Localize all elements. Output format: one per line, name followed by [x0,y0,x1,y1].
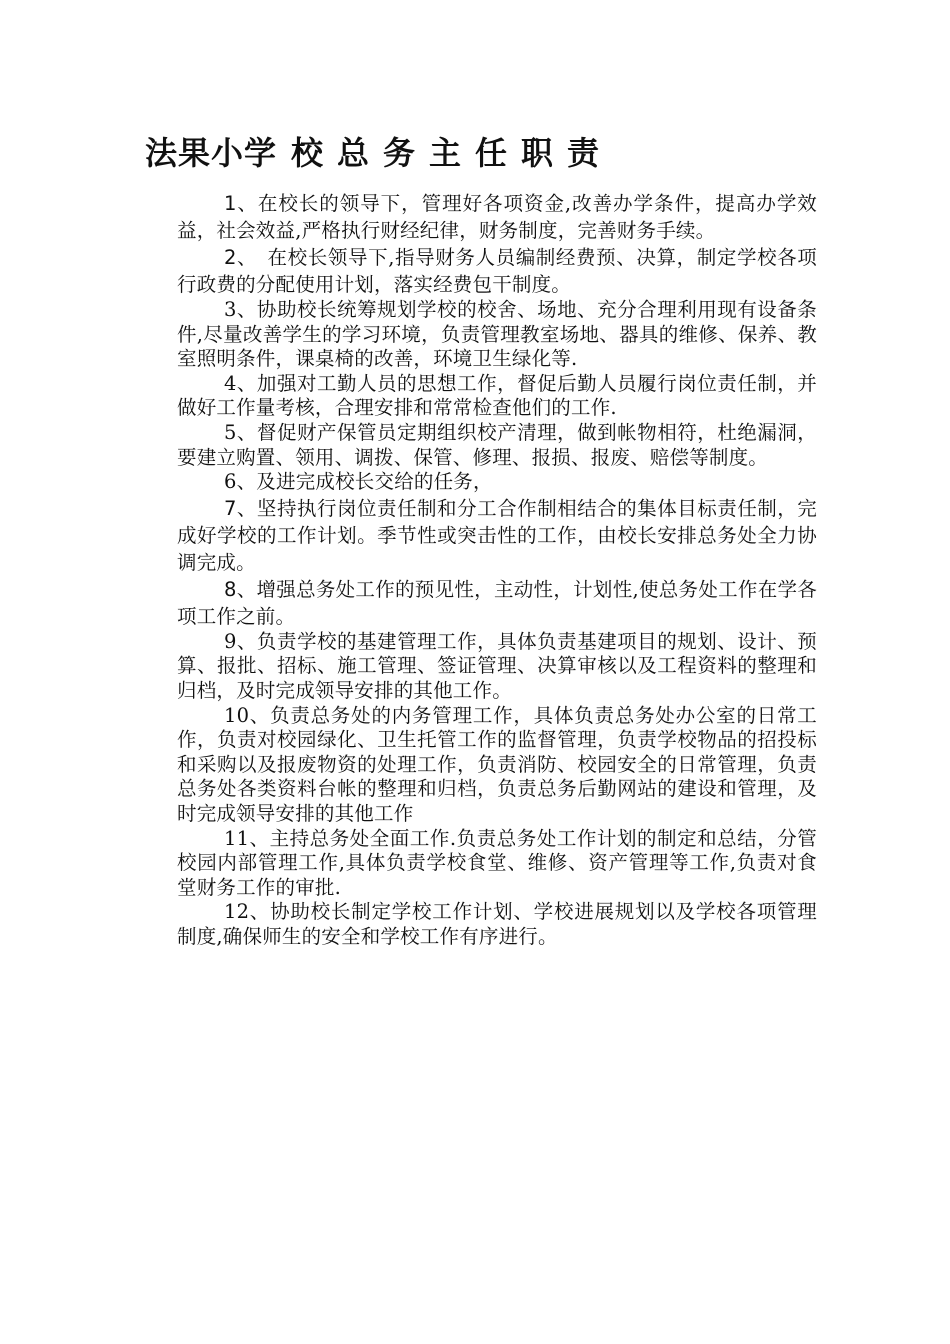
duty-number: 10 [224,703,250,727]
duty-text: 、 在校长领导下,指导财务人员编制经费预、决算，制定学校各项行政费的分配使用计划，落实经费包干制度。 [177,246,817,296]
page-title [145,128,765,174]
duty-item [177,372,817,421]
duty-text: 、负责学校的基建管理工作，具体负责基建项目的规划、设计、预算、报批、招标、施工管理、签证管理、决算审核以及工程资料的整理和归档，及时完成领导安排的其他工作。 [177,629,817,702]
duty-number: 1 [224,192,237,215]
duty-text: 、坚持执行岗位责任制和分工合作制相结合的集体目标责任制，完成好学校的工作计划。季节性或突击性的工作，由校长安排总务处全力协调完成。 [177,496,817,574]
duty-number: 5 [224,420,237,444]
duty-item [177,576,817,630]
duty-number: 11 [224,826,250,850]
duty-item [177,495,817,576]
duty-number: 2 [224,246,237,269]
title-role: 校总务主任职责 [291,134,614,172]
duty-item [177,421,817,470]
duty-number: 3 [224,298,237,321]
duty-item [177,190,817,244]
duty-item [177,827,817,901]
duty-text: 、协助校长制定学校工作计划、学校进展规划以及学校各项管理制度,确保师生的安全和学校工作有序进行。 [177,900,817,948]
duty-text: 、增强总务处工作的预见性，主动性，计划性,使总务处工作在学各项工作之前。 [177,577,817,628]
duty-item [177,470,817,495]
duty-item [177,298,817,372]
duty-text: 、主持总务处全面工作.负责总务处工作计划的制定和总结，分管校园内部管理工作,具体负责学校食堂、维修、资产管理等工作,负责对食堂财务工作的审批. [177,826,817,899]
duty-text: 、负责总务处的内务管理工作，具体负责总务处办公室的日常工作，负责对校园绿化、卫生托管工作的监督管理，负责学校物品的招投标和采购以及报废物资的处理工作，负责消防、校园安全的日常管理，负责总务处各类资料台帐的整理和归档，负责总务后勤网站的建设和管理，及时完成领导安排的其他工作 [177,703,817,825]
duty-number: 9 [224,629,237,653]
duty-number: 7 [224,496,237,520]
duty-item [177,630,817,704]
duty-text: 、督促财产保管员定期组织校产清理，做到帐物相符，杜绝漏洞，要建立购置、领用、调拨、保管、修理、报损、报废、赔偿等制度。 [177,420,817,469]
duty-number: 12 [224,900,250,924]
duties-list [177,190,817,949]
duty-text: 、加强对工勤人员的思想工作，督促后勤人员履行岗位责任制，并做好工作量考核，合理安排和常常检查他们的工作. [177,371,817,420]
duty-number: 6 [224,470,237,494]
duty-item [177,244,817,298]
duty-item [177,900,817,949]
title-school-name: 法果小学 [145,134,278,172]
duty-text: 、在校长的领导下，管理好各项资金,改善办学条件，提高办学效益，社会效益,严格执行财经纪律，财务制度，完善财务手续。 [177,192,817,242]
duty-text: 、协助校长统筹规划学校的校舍、场地、充分合理利用现有设备条件,尽量改善学生的学习环境，负责管理教室场地、器具的维修、保养、教室照明条件，课桌椅的改善，环境卫生绿化等. [177,298,817,371]
duty-text: 、及进完成校长交给的任务， [236,470,493,494]
duty-item [177,704,817,827]
duty-number: 8 [224,577,237,601]
duty-number: 4 [224,371,237,395]
